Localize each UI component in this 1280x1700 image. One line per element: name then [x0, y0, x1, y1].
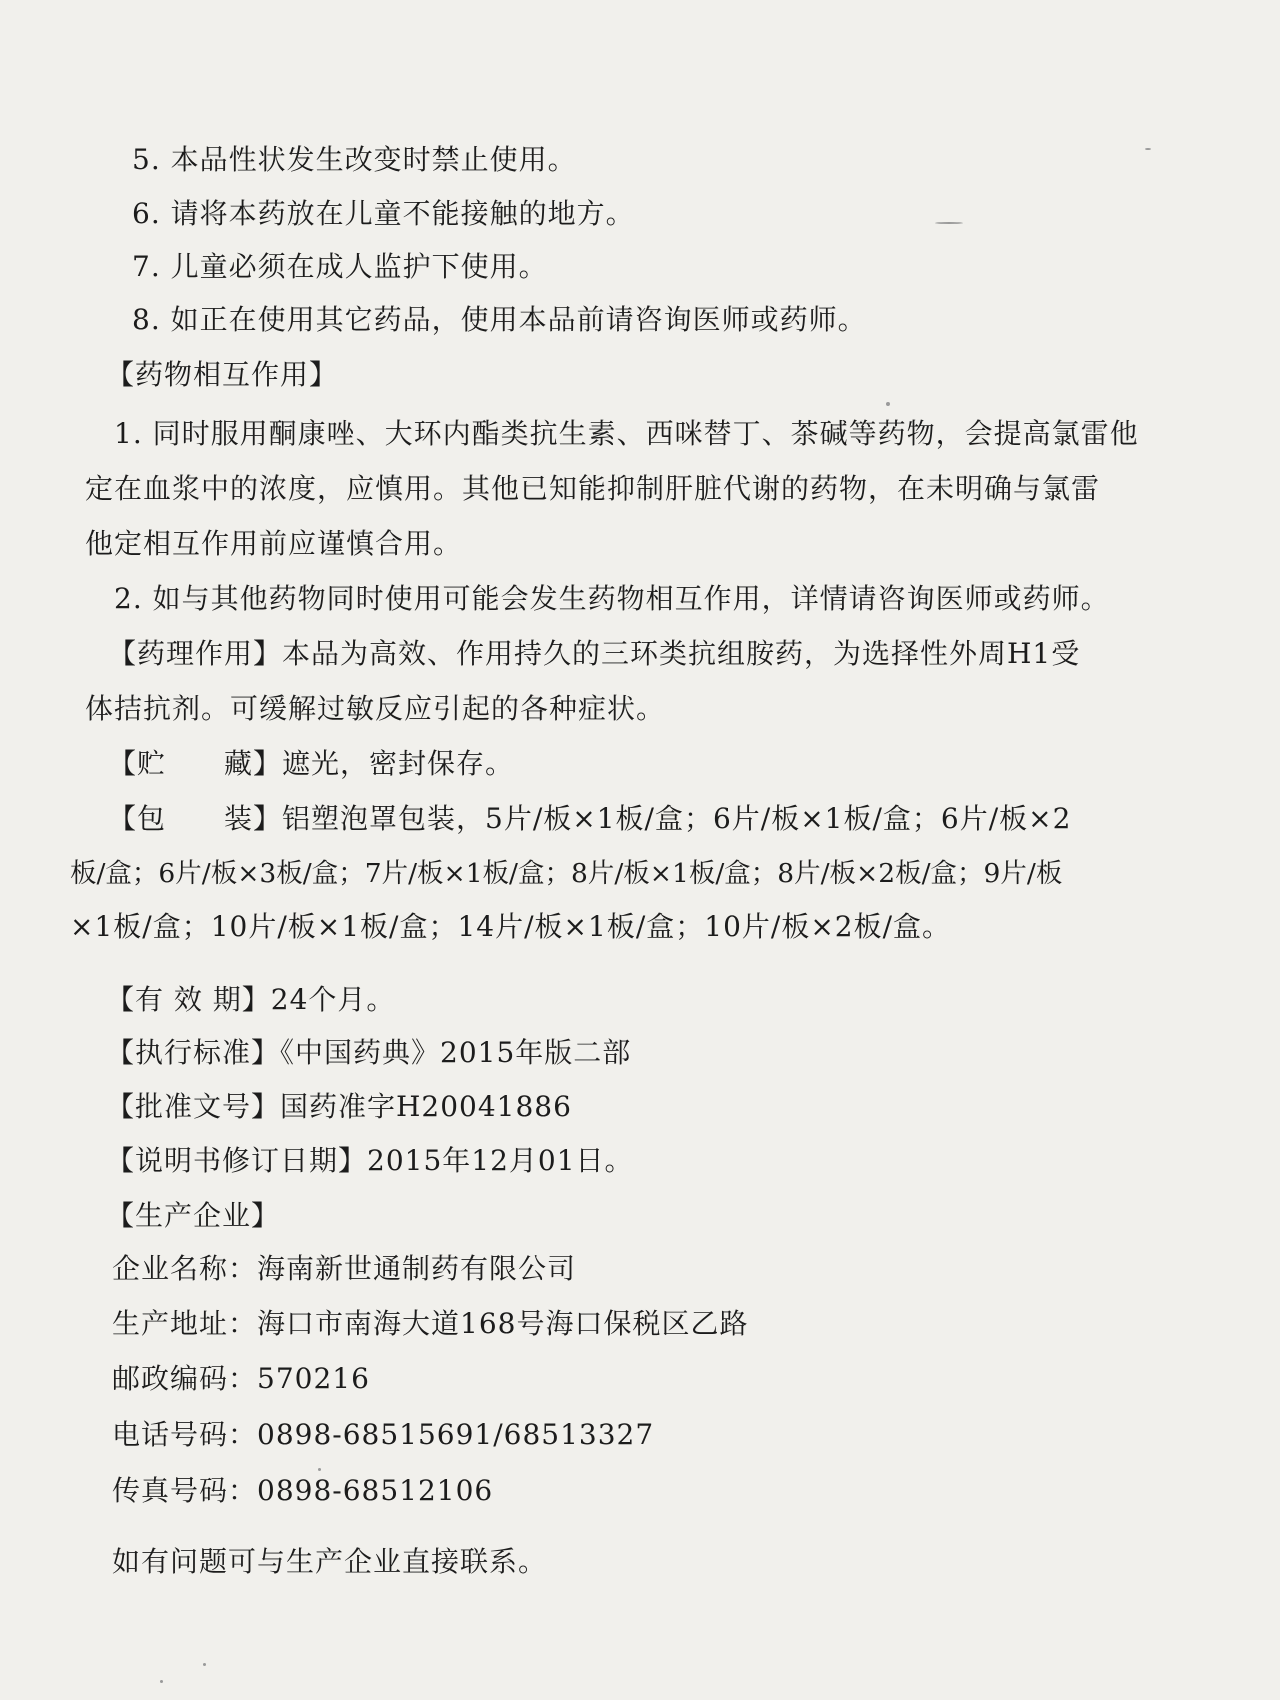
packaging-line1: 【包 装】铝塑泡罩包装，5片/板×1板/盒；6片/板×1板/盒；6片/板×2 [108, 802, 1072, 835]
scan-speck [1145, 148, 1151, 150]
manufacturer-phone: 电话号码：0898-68515691/68513327 [112, 1418, 655, 1451]
packaging-line2: 板/盒；6片/板×3板/盒；7片/板×1板/盒；8片/板×1板/盒；8片/板×2板/盒；9片/板 [70, 858, 1063, 889]
precaution-item-8: 8. 如正在使用其它药品，使用本品前请咨询医师或药师。 [132, 303, 867, 336]
interactions-item1-line1: 1. 同时服用酮康唑、大环内酯类抗生素、西咪替丁、茶碱等药物，会提高氯雷他 [114, 417, 1139, 450]
precaution-item-6: 6. 请将本药放在儿童不能接触的地方。 [132, 197, 635, 230]
interactions-heading: 【药物相互作用】 [106, 358, 339, 391]
pharmacology-line1: 【药理作用】本品为高效、作用持久的三环类抗组胺药，为选择性外周H1受 [108, 637, 1081, 670]
interactions-item1-line2: 定在血浆中的浓度，应慎用。其他已知能抑制肝脏代谢的药物，在未明确与氯雷 [85, 472, 1101, 505]
approval-line: 【批准文号】国药准字H20041886 [106, 1090, 572, 1123]
revision-line: 【说明书修订日期】2015年12月01日。 [106, 1144, 634, 1177]
scan-speck [935, 222, 963, 224]
storage-line: 【贮 藏】遮光，密封保存。 [108, 747, 515, 780]
manufacturer-postcode: 邮政编码：570216 [112, 1362, 370, 1395]
contact-note: 如有问题可与生产企业直接联系。 [112, 1545, 548, 1578]
precaution-item-7: 7. 儿童必须在成人监护下使用。 [132, 250, 548, 283]
manufacturer-fax: 传真号码：0898-68512106 [112, 1474, 494, 1507]
scan-speck [160, 1680, 163, 1683]
pharmacology-line2: 体拮抗剂。可缓解过敏反应引起的各种症状。 [85, 692, 666, 725]
interactions-item1-line3: 他定相互作用前应谨慎合用。 [85, 527, 463, 560]
scan-speck [886, 402, 890, 406]
manufacturer-name: 企业名称：海南新世通制药有限公司 [112, 1252, 577, 1285]
packaging-line3: ×1板/盒；10片/板×1板/盒；14片/板×1板/盒；10片/板×2板/盒。 [70, 910, 952, 943]
scan-speck [318, 1468, 321, 1471]
validity-line: 【有 效 期】24个月。 [106, 983, 396, 1016]
manufacturer-heading: 【生产企业】 [106, 1199, 281, 1232]
precaution-item-5: 5. 本品性状发生改变时禁止使用。 [132, 143, 577, 176]
scan-speck [203, 1663, 206, 1666]
standard-line: 【执行标准】《中国药典》2015年版二部 [106, 1036, 632, 1069]
interactions-item2: 2. 如与其他药物同时使用可能会发生药物相互作用，详情请咨询医师或药师。 [114, 582, 1110, 615]
manufacturer-address: 生产地址：海口市南海大道168号海口保税区乙路 [112, 1307, 749, 1340]
